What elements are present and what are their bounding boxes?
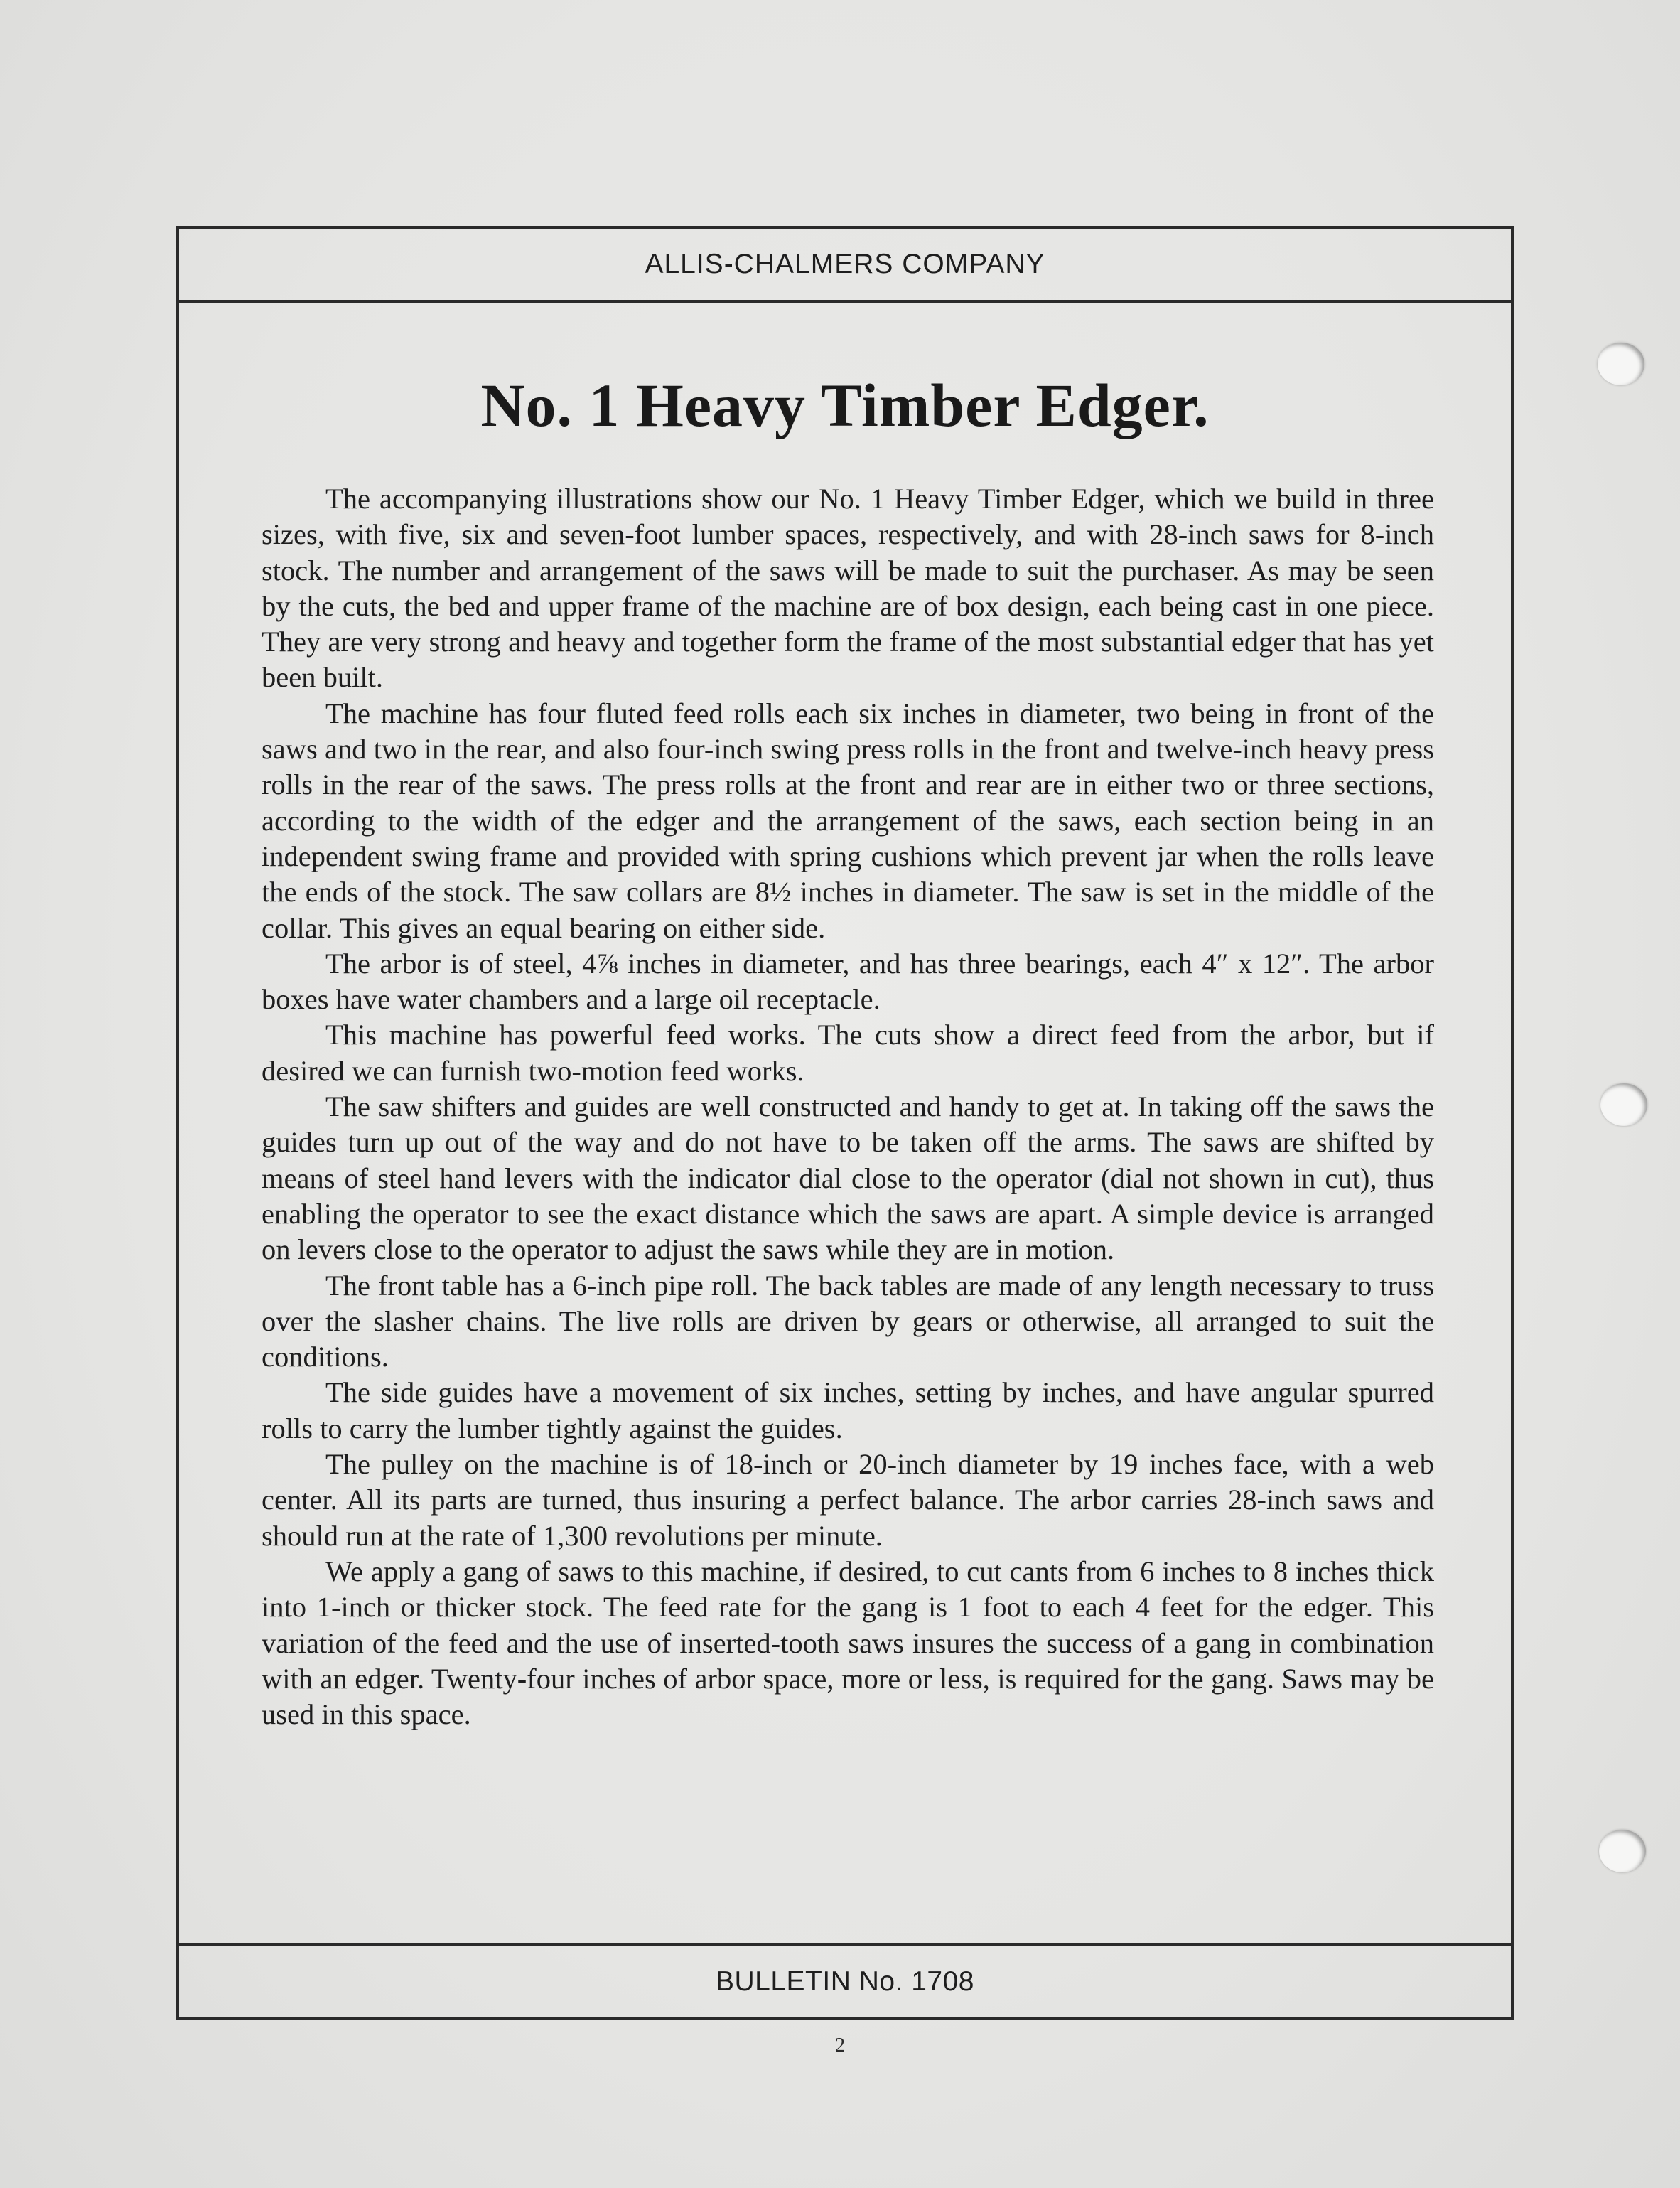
- article-body: [262, 481, 1434, 1732]
- page-number: 2: [835, 2034, 845, 2056]
- punch-hole-top: [1598, 343, 1644, 385]
- paragraph: The arbor is of steel, 4⅞ inches in diameter, and has three bearings, each 4″ x 12″. The arbor boxes have water chambers and a large oil receptacle.: [262, 947, 1434, 1016]
- page-title: No. 1 Heavy Timber Edger.: [480, 371, 1210, 439]
- paragraph: This machine has powerful feed works. The cuts show a direct feed from the arbor, but if desired we can furnish two-motion feed works.: [262, 1019, 1434, 1087]
- paragraph: The machine has four fluted feed rolls each six inches in diameter, two being in front of the saws and two in the rear, and also four-inch swing press rolls in the front and twelve-inch heavy press rolls in the rear of the saws. The press rolls at the front and rear are in either two or three sections, according to the width of the edger and the arrangement of the saws, each section being in an independent swing frame and provided with spring cushions which prevent jar when the rolls leave the ends of the stock. The saw collars are 8½ inches in diameter. The saw is set in the middle of the collar. This gives an equal bearing on either side.: [262, 697, 1434, 944]
- paragraph: We apply a gang of saws to this machine, if desired, to cut cants from 6 inches to 8 inches thick into 1-inch or thicker stock. The feed rate for the gang is 1 foot to each 4 feet for the edger. This variation of the feed and the use of inserted-tooth saws insures the success of a gang in combination with an edger. Twenty-four inches of arbor space, more or less, is required for the gang. Saws may be used in this space.: [262, 1555, 1434, 1731]
- punch-hole-bottom: [1599, 1830, 1646, 1872]
- paragraph: The pulley on the machine is of 18-inch or 20-inch diameter by 19 inches face, with a web center. All its parts are turned, thus insuring a perfect balance. The arbor carries 28-inch saws and should run at the rate of 1,300 revolutions per minute.: [262, 1448, 1434, 1552]
- page-header: [179, 229, 1511, 303]
- bulletin-number: BULLETIN No. 1708: [715, 1966, 974, 1997]
- paragraph: The side guides have a movement of six inches, setting by inches, and have angular spurred rolls to carry the lumber tightly against the guides.: [262, 1376, 1434, 1444]
- company-name: ALLIS-CHALMERS COMPANY: [645, 249, 1045, 279]
- paragraph: The accompanying illustrations show our No. 1 Heavy Timber Edger, which we build in three sizes, with five, six and seven-foot lumber spaces, respectively, and with 28-inch saws for 8-inch stock. The number and arrangement of the saws will be made to suit the purchaser. As may be seen by the cuts, the bed and upper frame of the machine are of box design, each being cast in one piece. They are very strong and heavy and together form the frame of the most substantial edger that has yet been built.: [262, 483, 1434, 694]
- page-footer: [179, 1943, 1511, 2017]
- paragraph: The saw shifters and guides are well constructed and handy to get at. In taking off the saws the guides turn up out of the way and do not have to be taken off the arms. The saws are shifted by means of steel hand levers with the indicator dial close to the operator (dial not shown in cut), thus enabling the operator to see the exact distance which the saws are apart. A simple device is arranged on levers close to the operator to adjust the saws while they are in motion.: [262, 1090, 1434, 1266]
- page-frame: [176, 226, 1514, 2020]
- punch-hole-middle: [1600, 1083, 1647, 1126]
- paragraph: The front table has a 6-inch pipe roll. The back tables are made of any length necessary to truss over the slasher chains. The live rolls are driven by gears or otherwise, all arranged to suit the conditions.: [262, 1269, 1434, 1373]
